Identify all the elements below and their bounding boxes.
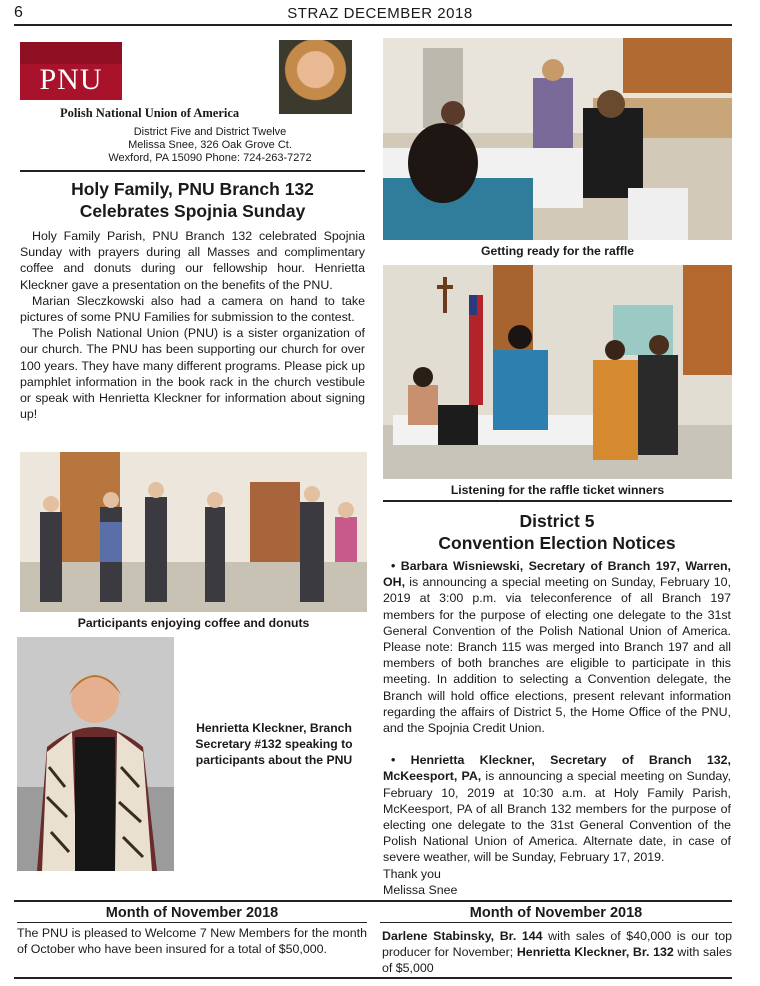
month-heading: Month of November 2018 — [105, 905, 279, 921]
notice-body: is announcing a special meeting on Sunday, February 10, 2019 at 3:00 p.m. via teleconference of all Branch 197 members for the purpose of electing one delegate to the 31st General Convention of the Polish National Union of America. Please note: Branch 115 was merged into Branch 197 and all members of both branches are eligible to participate in this meeting. In addition to selecting a Convention delegate, the Branch will hold office elections, present relevant information regarding the affairs of District 5, the Home Office of the PNU, and the Spojnia Credit Union. — [383, 575, 731, 736]
contact-block — [60, 126, 360, 165]
photo-caption: Henrietta Kleckner, Branch Secretary #132 speaking to participants about the PNU — [195, 721, 353, 767]
notice-paragraph — [383, 752, 731, 865]
photo-caption: Listening for the raffle ticket winners — [450, 483, 665, 497]
photo-caption: Participants enjoying coffee and donuts — [77, 616, 310, 630]
page-number: 6 — [14, 4, 23, 21]
running-title: STRAZ DECEMBER 2018 — [287, 5, 473, 22]
headline-line: District 5 — [519, 511, 595, 531]
photo-caption: Getting ready for the raffle — [480, 244, 635, 258]
pnu-logo — [20, 42, 122, 100]
notice-body: is announcing a special meeting on Sunday, February 10, 2019 at 10:30 a.m. at Holy Family Parish, McKeesport, PA of all Branch 132 members for the purpose of electing one delegate to the 31st General Convention of the Polish National Union of America. Alternate date, in case of severe weather, will be Sunday, February 17, 2019. — [383, 769, 731, 865]
article-body — [383, 558, 731, 898]
headline-line: Convention Election Notices — [438, 533, 676, 553]
article-headline — [382, 510, 732, 554]
pnu-logo-text: PNU — [39, 63, 103, 96]
article-body — [20, 228, 365, 422]
headline-line: Celebrates Spojnia Sunday — [79, 201, 306, 221]
section-rule — [14, 900, 732, 902]
section-rule — [20, 170, 365, 172]
contact-line: Melissa Snee, 326 Oak Grove Ct. — [128, 139, 292, 151]
producer-name: Darlene Stabinsky, Br. 144 — [382, 929, 543, 943]
section-rule — [380, 922, 732, 923]
new-members-text: The PNU is pleased to Welcome 7 New Members for the month of October who have been insured for a total of $50,000. — [17, 926, 367, 956]
thanks-line: Thank you — [383, 866, 441, 881]
raffle-ready-photo — [383, 38, 732, 240]
producer-text: with sales of $40,000 is our top producer for November; — [382, 929, 733, 959]
section-rule — [17, 922, 367, 923]
producer-text: with sales of $5,000 — [382, 945, 732, 975]
top-producers-text — [382, 928, 732, 976]
contact-line: Wexford, PA 15090 Phone: 724-263-7272 — [108, 152, 312, 164]
contact-line: District Five and District Twelve — [133, 126, 287, 138]
org-name: Polish National Union of America — [60, 106, 240, 120]
paragraph: The Polish National Union (PNU) is a sister organization of our church. The PNU has been supporting our church for over 100 years. They have many different programs. Please pick up pamphlet information in the book rack in the church vestibule or speak with Henrietta Kleckner for information about signing up! — [20, 326, 365, 422]
notice-lead: • Barbara Wisniewski, Secretary of Branch 197, Warren, OH, — [383, 559, 731, 590]
footer-rule — [14, 977, 732, 979]
author-portrait-photo — [279, 40, 352, 114]
notice-paragraph — [383, 558, 731, 736]
signature: Melissa Snee — [383, 882, 458, 897]
header-rule — [14, 24, 732, 26]
notice-lead: • Henrietta Kleckner, Secretary of Branch 132, McKeesport, PA, — [383, 753, 731, 784]
paragraph: Marian Sleczkowski also had a camera on hand to take pictures of some PNU Families for submission to the contest. — [20, 293, 365, 325]
raffle-listen-photo — [383, 265, 732, 479]
coffee-photo — [20, 452, 367, 612]
article-headline — [20, 178, 365, 222]
kleckner-photo — [17, 637, 174, 871]
section-rule — [383, 500, 732, 502]
headline-line: Holy Family, PNU Branch 132 — [71, 179, 314, 199]
paragraph: Holy Family Parish, PNU Branch 132 celebrated Spojnia Sunday with prayers during all Masses and complimentary coffee and donuts during our fellowship hour. Henrietta Kleckner gave a presentation on the benefits of the PNU. — [20, 229, 365, 292]
producer-name: Henrietta Kleckner, Br. 132 — [516, 945, 674, 959]
month-heading: Month of November 2018 — [469, 905, 643, 921]
